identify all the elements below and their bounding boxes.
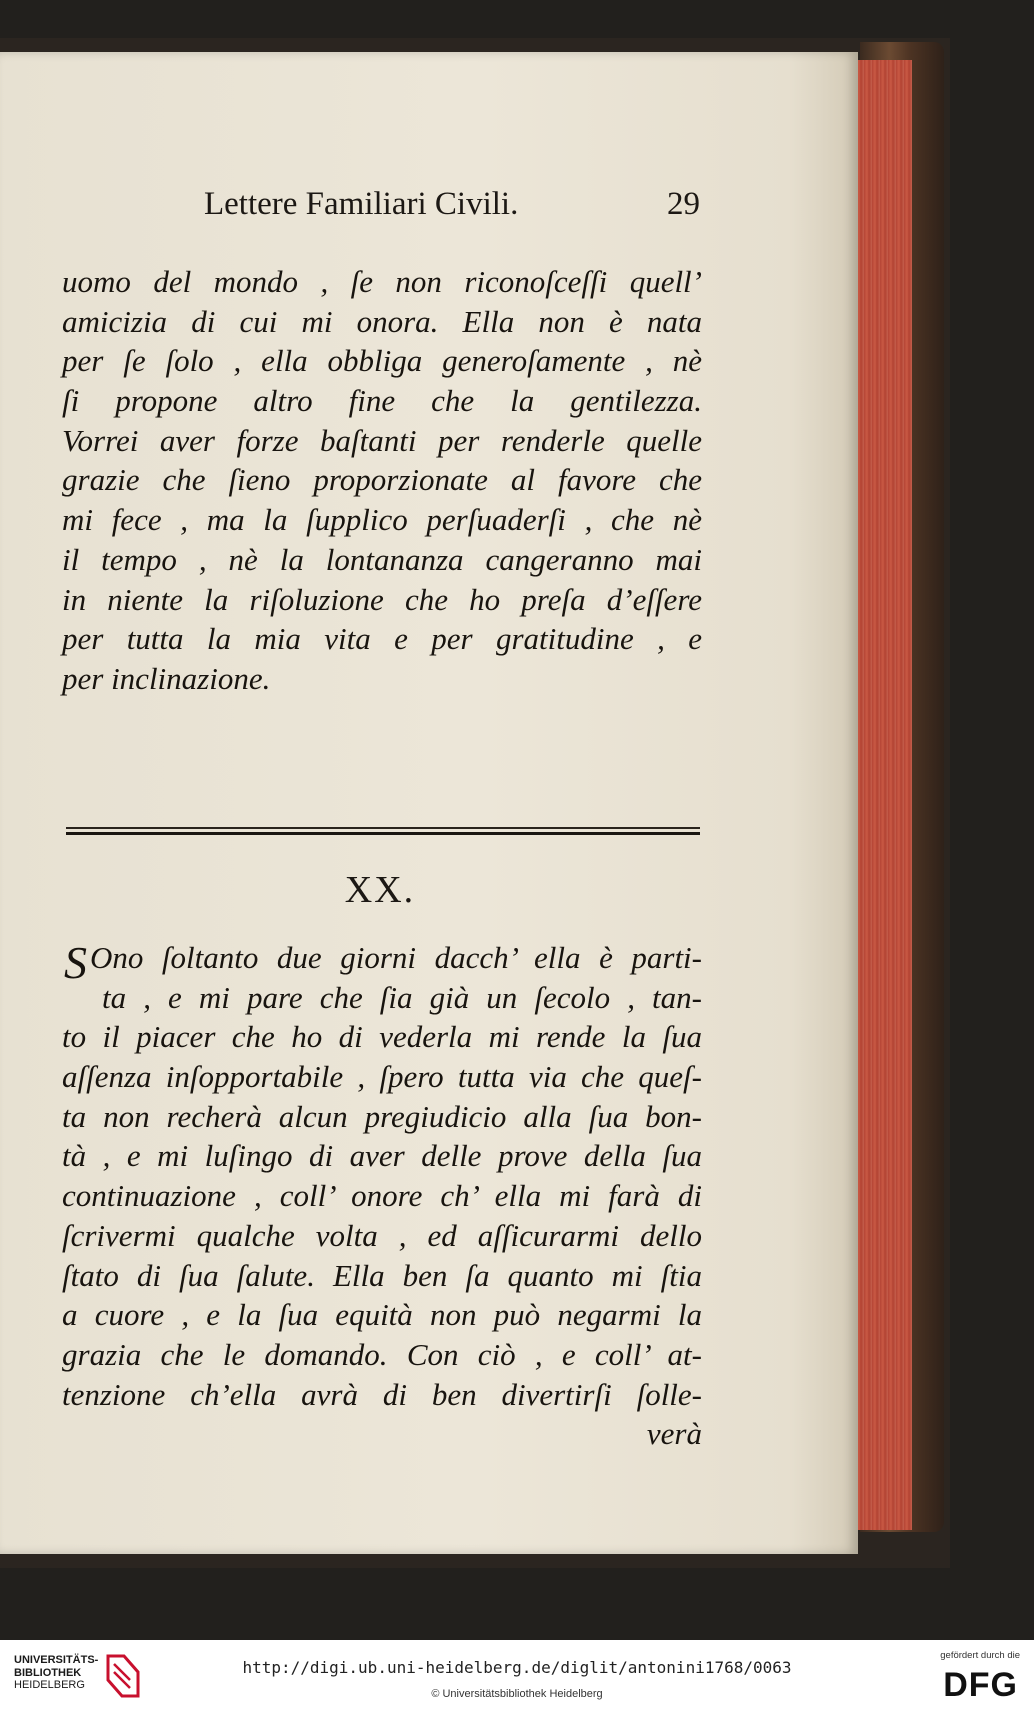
section-divider-thin: [66, 827, 700, 829]
letter-number-heading: XX.: [344, 869, 416, 911]
library-name-line2: BIBLIOTHEK: [14, 1666, 82, 1679]
text-line: aſſenza inſopportabile , ſpero tutta via che queſ-: [62, 1059, 702, 1095]
text-line: Ono ſoltanto due giorni dacch’ ella è parti-: [90, 940, 702, 975]
viewer-footer: [0, 1640, 1034, 1715]
text-line: il tempo , nè la lontananza cangeranno mai: [62, 541, 702, 577]
text-line: tenzione ch’ella avrà di ben divertirſi ſolle-: [62, 1376, 702, 1412]
text-line: ſcrivermi qualche volta , ed aſſicurarmi dello: [62, 1217, 702, 1253]
text-line: continuazione , coll’ onore ch’ ella mi farà di: [62, 1178, 702, 1214]
funding-note: gefördert durch die: [940, 1650, 1020, 1661]
text-line: grazie che ſieno proporzionate al favore che: [62, 462, 702, 498]
catchword: verà: [646, 1416, 702, 1452]
library-name-line3: HEIDELBERG: [14, 1679, 85, 1691]
text-line: tà , e mi luſingo di aver delle prove della ſua: [62, 1138, 702, 1174]
page-number: 29: [667, 186, 700, 222]
copyright-notice: © Universitätsbibliothek Heidelberg: [431, 1688, 603, 1700]
permalink-url[interactable]: http://digi.ub.uni-heidelberg.de/diglit/antonini1768/0063: [242, 1658, 792, 1677]
text-line: ta non recherà alcun pregiudicio alla ſua bon-: [62, 1098, 702, 1134]
drop-cap: S: [64, 937, 87, 988]
section-divider-thick: [66, 832, 700, 835]
text-line: amicizia di cui mi onora. Ella non è nata: [62, 303, 702, 339]
running-head: Lettere Familiari Civili.: [204, 186, 519, 222]
text-line: uomo del mondo , ſe non riconoſceſſi quell’: [62, 264, 702, 299]
dfg-logo[interactable]: DFG: [943, 1666, 1018, 1704]
letter-xix-ending: [62, 262, 702, 699]
text-line: ſtato di ſua ſalute. Ella ben ſa quanto mi ſtia: [62, 1257, 702, 1293]
text-line: a cuore , e la ſua equità non può negarmi la: [62, 1297, 702, 1333]
text-line: Vorrei aver forze baſtanti per renderle quelle: [62, 422, 702, 458]
page-header: [60, 186, 700, 232]
text-line: per inclinazione.: [62, 660, 271, 696]
text-line: per tutta la mia vita e per gratitudine , e: [62, 621, 702, 657]
text-line: grazia che le domando. Con ciò , e coll’ at-: [62, 1336, 702, 1372]
text-line: to il piacer che ho di vederla mi rende la ſua: [62, 1019, 702, 1055]
letter-xx-body: [62, 938, 702, 1454]
text-line: mi fece , ma la ſupplico perſuaderſi , che nè: [62, 502, 702, 538]
text-line: per ſe ſolo , ella obbliga generoſamente , nè: [62, 343, 702, 379]
text-line: in niente la riſoluzione che ho preſa d’eſſere: [62, 581, 702, 617]
text-line: ſi propone altro fine che la gentilezza.: [62, 383, 702, 419]
text-line: ta , e mi pare che ſia già un ſecolo , tan-: [102, 979, 702, 1015]
library-name-line1: UNIVERSITÄTS-: [14, 1654, 99, 1666]
